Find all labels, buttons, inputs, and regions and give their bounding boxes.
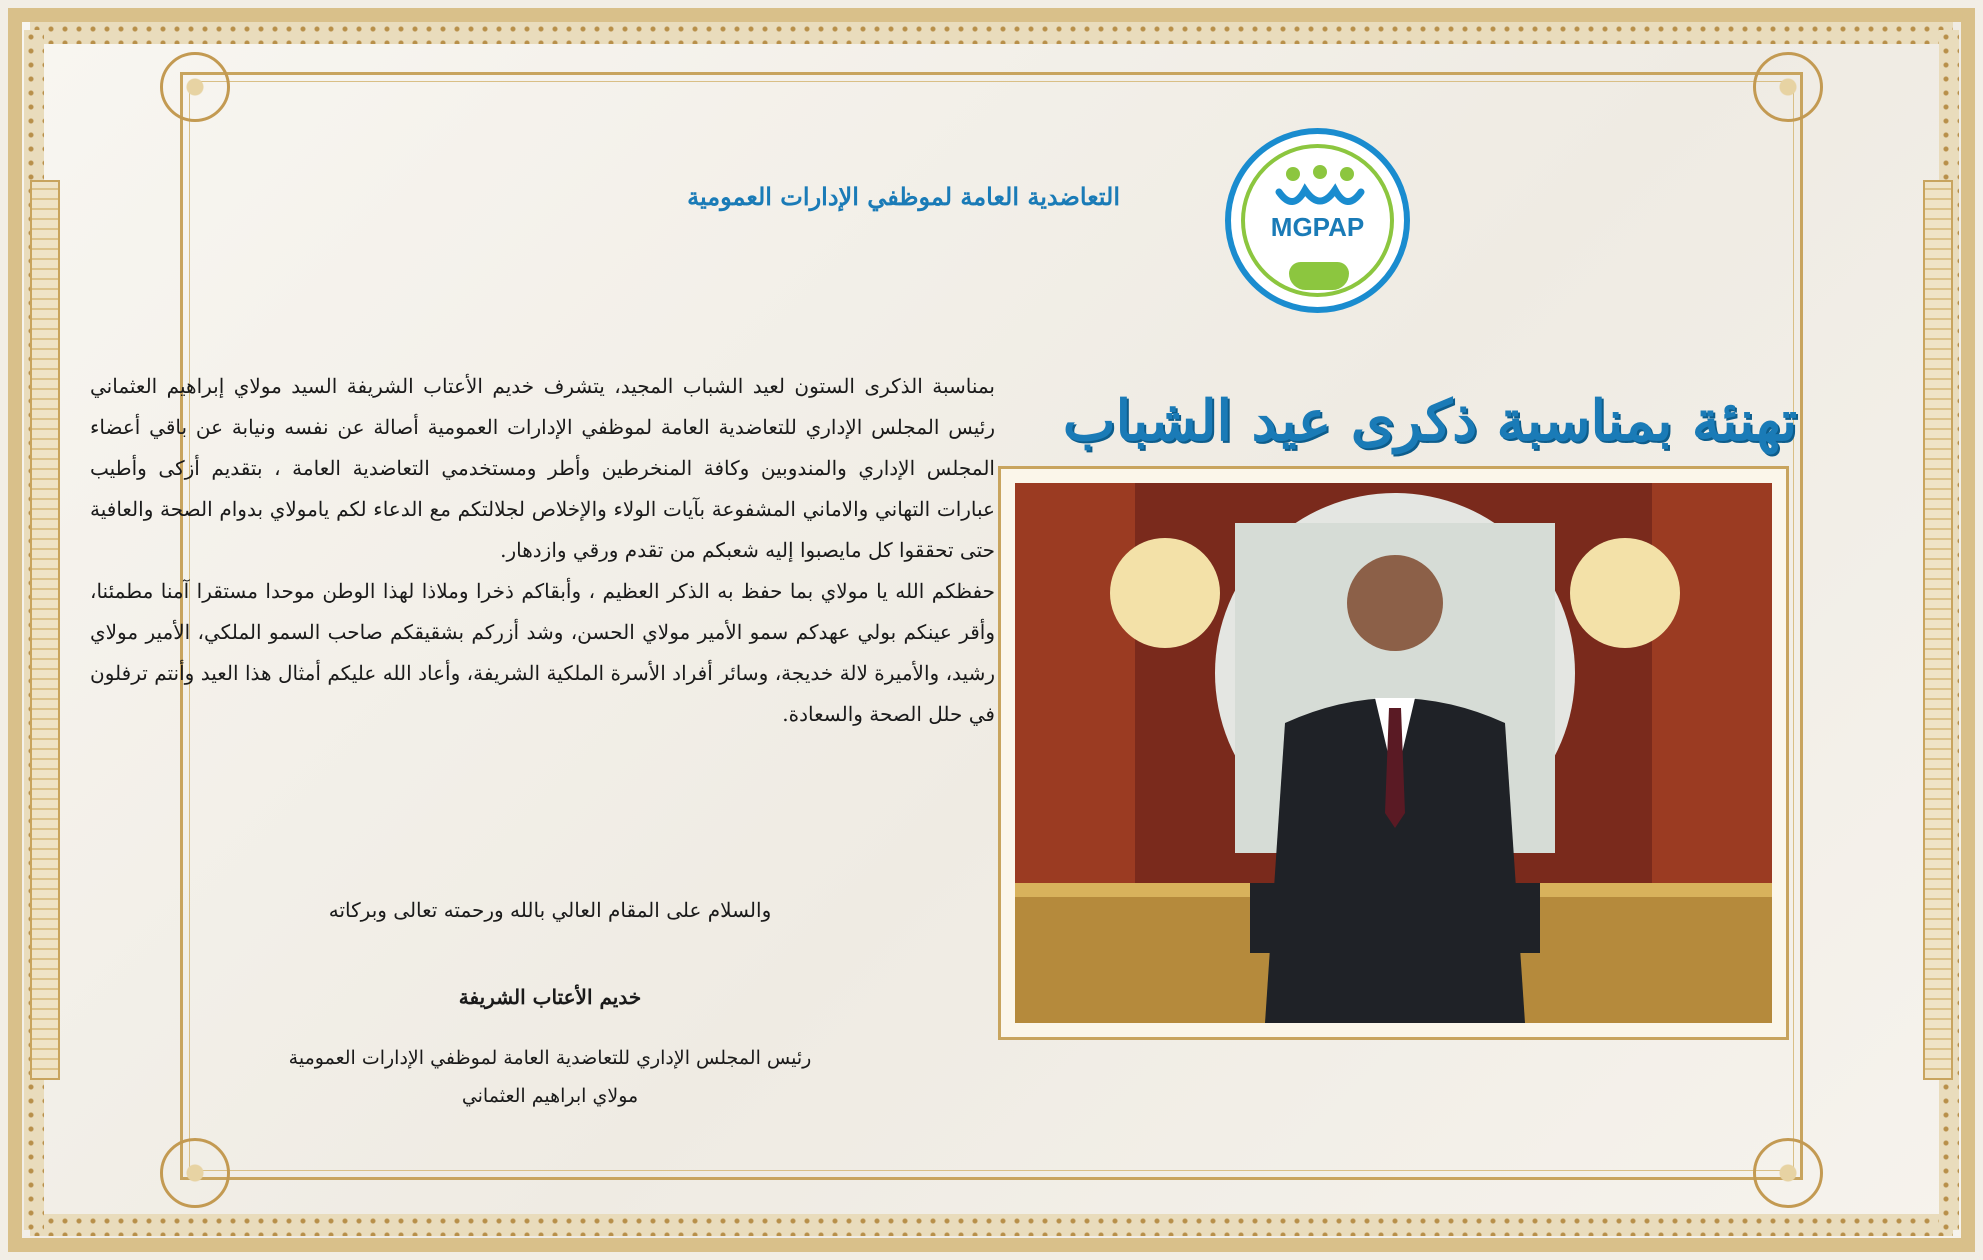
mgpap-logo [1225, 128, 1410, 313]
people-icon [1275, 164, 1365, 214]
portrait-illustration [1015, 483, 1772, 1023]
corner-ornament-icon [160, 1138, 230, 1208]
handshake-icon [1289, 262, 1349, 290]
portrait-photo [998, 466, 1789, 1040]
org-name-heading: التعاضدية العامة لموظفي الإدارات العمومية [687, 182, 1120, 211]
closing-line: والسلام على المقام العالي بالله ورحمته تعالى وبركاته [328, 898, 772, 922]
signature-name: مولاي ابراهيم العثماني [461, 1085, 639, 1107]
corner-ornament-icon [1753, 1138, 1823, 1208]
page-title: تهنئة بمناسبة ذكرى عيد الشباب [1062, 388, 1798, 454]
top-ornament-border [30, 22, 1953, 44]
message-paragraph-1: بمناسبة الذكرى الستون لعيد الشباب المجيد، يتشرف خديم الأعتاب الشريفة السيد مولاي إبراهيم العثماني رئيس المجلس الإداري للتعاضدية العامة لموظفي الإدارات العمومية أصالة عن نفسه ونيابة عن باقي أعضاء المجلس الإداري والمندوبين وكافة المنخرطين وأطر ومستخدمي التعاضدية العامة ، بتقديم أزكى وأطيب عبارات التهاني والاماني المشفوعة بآيات الولاء والإخلاص لجلالتكم مع الدعاء لكم يامولاي بدوام الصحة والعافية حتى تحققوا كل مايصبوا إليه شعبكم من تقدم ورقي وازدهار. [90, 374, 995, 562]
signature-title: خديم الأعتاب الشريفة [458, 985, 642, 1009]
corner-ornament-icon [160, 52, 230, 122]
message-paragraph-2: حفظكم الله يا مولاي بما حفظ به الذكر العظيم ، وأبقاكم ذخرا وملاذا لهذا الوطن موحدا مستقرا آمنا مطمئنا، وأقر عينكم بولي عهدكم سمو الأمير مولاي الحسن، وشد أزركم بشقيقكم صاحب السمو الملكي، الأمير مولاي رشيد، والأميرة لالة خديجة، وسائر أفراد الأسرة الملكية الشريفة، وأعاد الله عليكم أمثال هذا العيد وأنتم ترفلون في حلل الصحة والسعادة. [90, 579, 995, 726]
message-body [90, 366, 995, 735]
logo-label: MGPAP [1270, 212, 1365, 242]
signature-role: رئيس المجلس الإداري للتعاضدية العامة لموظفي الإدارات العمومية [288, 1047, 812, 1069]
right-ornament-panel [1923, 180, 1953, 1080]
corner-ornament-icon [1753, 52, 1823, 122]
bottom-ornament-border [30, 1214, 1953, 1236]
left-ornament-panel [30, 180, 60, 1080]
